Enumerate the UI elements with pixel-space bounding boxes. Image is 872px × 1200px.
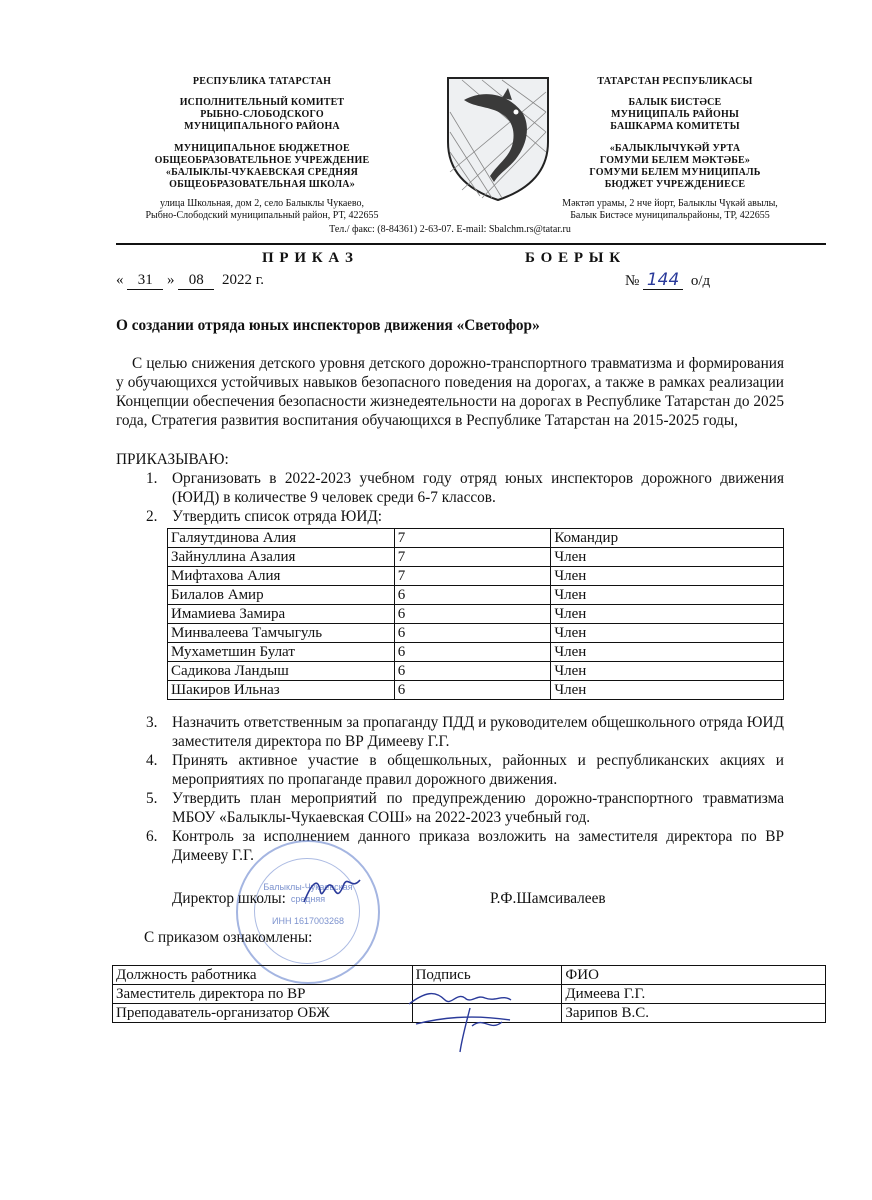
republic-ru: РЕСПУБЛИКА ТАТАРСТАН	[192, 76, 332, 87]
order-title-ru: П Р И К А З	[262, 250, 354, 266]
squad-name: Зайнуллина Азалия	[168, 548, 395, 567]
point-text: Утвердить список отряда ЮИД:	[172, 508, 383, 525]
squad-name: Садикова Ландыш	[168, 662, 395, 681]
school-line: ГОМУМИ БЕЛЕМ МУНИЦИПАЛЬ	[589, 167, 761, 178]
squad-role: Член	[551, 567, 784, 586]
school-line: «БАЛЫКЛЫ-ЧУКАЕВСКАЯ СРЕДНЯЯ	[165, 167, 359, 178]
header-divider	[116, 243, 826, 245]
school-line: ОБЩЕОБРАЗОВАТЕЛЬНАЯ ШКОЛА»	[169, 179, 355, 190]
school-line: ОБЩЕОБРАЗОВАТЕЛЬНОЕ УЧРЕЖДЕНИЕ	[154, 155, 370, 166]
address-left	[112, 198, 412, 222]
squad-role: Член	[551, 586, 784, 605]
squad-name: Имамиева Замира	[168, 605, 395, 624]
contact-line: Тел./ факс: (8-84361) 2-63-07. E-mail: Sbalchm.rs@tatar.ru	[329, 224, 571, 235]
stamp-top-text: Балыклы-Чукаевская	[263, 882, 353, 892]
director-label: Директор школы:	[172, 890, 286, 907]
address-line: Балык Бистәсе муниципальрайоны, ТР, 422655	[570, 210, 770, 221]
squad-row	[168, 529, 784, 548]
squad-grade: 7	[394, 529, 551, 548]
squad-role: Член	[551, 643, 784, 662]
address-line: улица Школьная, дом 2, село Балыклы Чукаево,	[160, 198, 364, 209]
ack-position: Преподаватель-организатор ОБЖ	[113, 1004, 413, 1023]
committee-line: БАЛЫК БИСТӘСЕ	[628, 97, 722, 108]
point-text: Контроль за исполнением данного приказа возложить на заместителя директора по ВР Димееву Г.Г.	[172, 828, 784, 864]
order-point	[116, 507, 784, 526]
date-month: 08	[178, 271, 214, 290]
address-line: Рыбно-Слободский муниципальный район, РТ, 422655	[145, 210, 379, 221]
point-number: 5.	[146, 790, 158, 807]
point-number: 1.	[146, 470, 158, 487]
squad-name: Мухаметшин Булат	[168, 643, 395, 662]
squad-row	[168, 586, 784, 605]
date-close-quote: »	[167, 272, 175, 288]
ack-fio: Зарипов В.С.	[562, 1004, 826, 1023]
squad-name: Мифтахова Алия	[168, 567, 395, 586]
order-points-b	[116, 713, 784, 865]
school-line: МУНИЦИПАЛЬНОЕ БЮДЖЕТНОЕ	[174, 143, 350, 154]
squad-row	[168, 567, 784, 586]
ack-position: Заместитель директора по ВР	[113, 985, 413, 1004]
squad-name: Шакиров Ильназ	[168, 681, 395, 700]
point-text: Назначить ответственным за пропаганду ПДД и руководителем общешкольного отряда ЮИД заместителя директора по ВР Димееву Г.Г.	[172, 714, 784, 750]
date-day: 31	[127, 271, 163, 290]
squad-table	[167, 528, 784, 700]
date-year: 2022 г.	[222, 272, 264, 288]
director-signature-icon	[300, 872, 370, 917]
point-number: 2.	[146, 508, 158, 525]
point-text: Принять активное участие в общешкольных, районных и республиканских акциях и мероприятиях по пропаганде правил дорожного движения.	[172, 752, 784, 788]
order-date	[116, 271, 264, 290]
acquainted-label: С приказом ознакомлены:	[144, 929, 313, 946]
squad-grade: 6	[394, 586, 551, 605]
address-line: Мәктәп урамы, 2 нче йорт, Балыклы Чүкәй авылы,	[562, 198, 778, 209]
squad-grade: 6	[394, 681, 551, 700]
order-point	[116, 713, 784, 751]
committee-line: МУНИЦИПАЛЬНОГО РАЙОНА	[184, 121, 340, 132]
committee-line: РЫБНО-СЛОБОДСКОГО	[200, 109, 324, 120]
director-name: Р.Ф.Шамсивалеев	[490, 890, 606, 907]
stamp-middle-text: средняя	[290, 894, 326, 904]
point-number: 4.	[146, 752, 158, 769]
point-text: Утвердить план мероприятий по предупреждению дорожно-транспортного травматизма МБОУ «Балыклы-Чукаевская СОШ» на 2022-2023 учебный год.	[172, 790, 784, 826]
squad-row	[168, 681, 784, 700]
signature-zaripov-icon	[410, 1004, 520, 1059]
order-title-tt: Б О Е Р Ы К	[525, 250, 622, 266]
squad-role: Член	[551, 662, 784, 681]
coat-of-arms-icon	[442, 72, 554, 202]
squad-name: Билалов Амир	[168, 586, 395, 605]
order-points-a	[116, 469, 784, 526]
number-value: 144	[643, 271, 683, 290]
committee-line: МУНИЦИПАЛЬ РАЙОНЫ	[610, 109, 740, 120]
squad-row	[168, 624, 784, 643]
ack-header-signature: Подпись	[412, 966, 562, 985]
squad-row	[168, 548, 784, 567]
squad-role: Командир	[551, 529, 784, 548]
school-line: ГОМУМИ БЕЛЕМ МӘКТӘБЕ»	[599, 155, 751, 166]
squad-grade: 6	[394, 624, 551, 643]
ack-header-row	[113, 966, 826, 985]
squad-role: Член	[551, 548, 784, 567]
committee-line: ИСПОЛНИТЕЛЬНЫЙ КОМИТЕТ	[179, 97, 345, 108]
ack-fio: Димеева Г.Г.	[562, 985, 826, 1004]
date-open-quote: «	[116, 272, 124, 288]
ack-header-fio: ФИО	[562, 966, 826, 985]
number-prefix: №	[625, 273, 640, 289]
school-line: «БАЛЫКЛЫЧҮКӘЙ УРТА	[609, 143, 741, 154]
order-point	[116, 751, 784, 789]
squad-row	[168, 643, 784, 662]
squad-role: Член	[551, 624, 784, 643]
squad-name: Галяутдинова Алия	[168, 529, 395, 548]
order-number	[625, 271, 710, 290]
republic-tt: ТАТАРСТАН РЕСПУБЛИКАСЫ	[597, 76, 753, 87]
header-right	[560, 76, 790, 191]
school-line: БЮДЖЕТ УЧРЕЖДЕНИЕСЕ	[604, 179, 746, 190]
order-subject: О создании отряда юных инспекторов движения «Светофор»	[116, 317, 540, 334]
order-word: ПРИКАЗЫВАЮ:	[116, 451, 229, 468]
squad-row	[168, 605, 784, 624]
squad-grade: 6	[394, 643, 551, 662]
order-point	[116, 469, 784, 507]
squad-grade: 7	[394, 548, 551, 567]
point-number: 3.	[146, 714, 158, 731]
address-right	[520, 198, 820, 222]
squad-row	[168, 662, 784, 681]
order-point	[116, 789, 784, 827]
squad-name: Минвалеева Тамчыгуль	[168, 624, 395, 643]
squad-grade: 6	[394, 605, 551, 624]
squad-role: Член	[551, 681, 784, 700]
order-point	[116, 827, 784, 865]
ack-header-position: Должность работника	[113, 966, 413, 985]
stamp-bottom-text: ИНН 1617003268	[271, 916, 345, 926]
point-number: 6.	[146, 828, 158, 845]
number-suffix: о/д	[690, 273, 711, 289]
squad-role: Член	[551, 605, 784, 624]
point-text: Организовать в 2022-2023 учебном году отряд юных инспекторов дорожного движения (ЮИД) в количестве 9 человек среди 6-7 классов.	[172, 470, 784, 506]
committee-line: БАШКАРМА КОМИТЕТЫ	[610, 121, 740, 132]
header-left	[112, 76, 412, 191]
squad-grade: 6	[394, 662, 551, 681]
preamble: С целью снижения детского уровня детского дорожно-транспортного травматизма и формирования у обучающихся устойчивых навыков безопасного поведения на дорогах, а также в рамках реализации Концепции обеспечения безопасности жизнедеятельности на дорогах в Республике Татарстан до 2025 года, Стратегия развития воспитания обучающихся в Республике Татарстан на 2015-2025 годы,	[116, 355, 784, 429]
squad-grade: 7	[394, 567, 551, 586]
